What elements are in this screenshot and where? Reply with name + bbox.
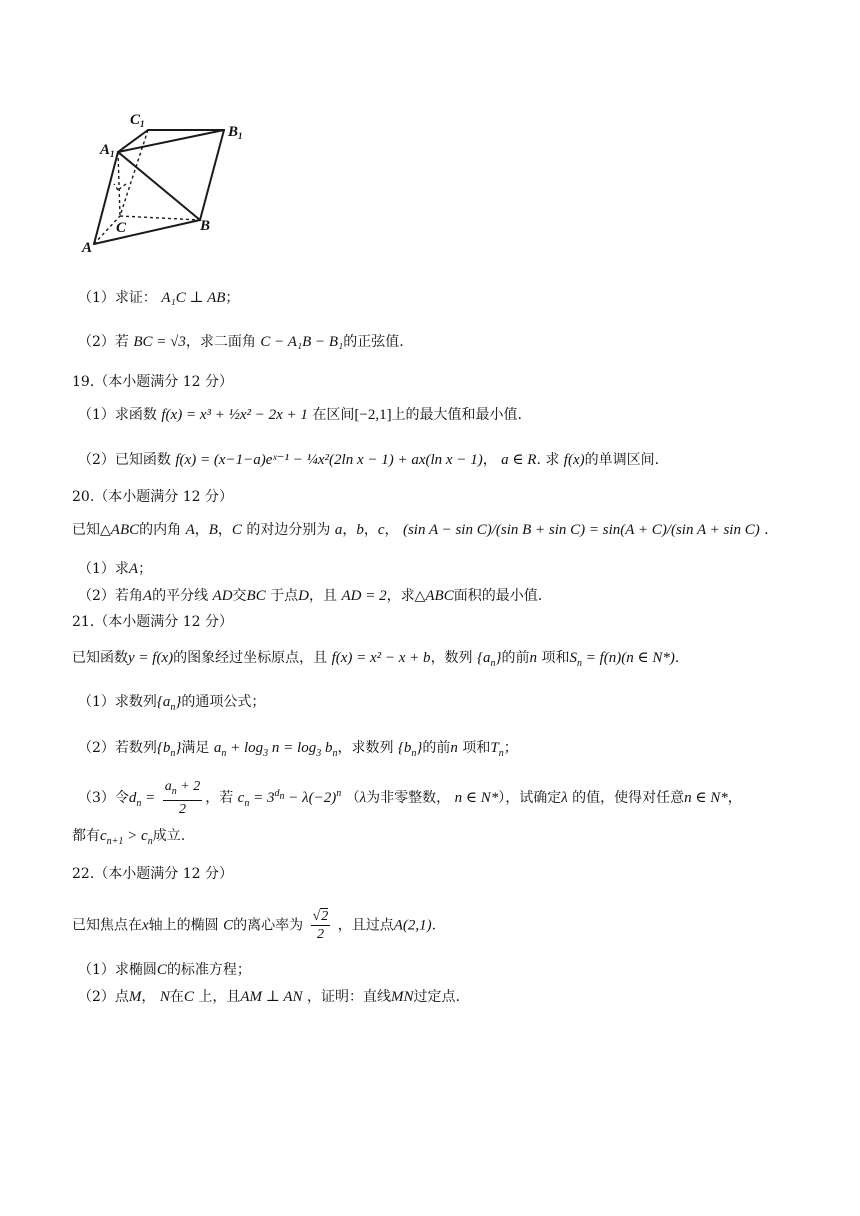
q21-part1: （1）求数列$\{a_n\}$的通项公式；: [78, 694, 266, 713]
q22-heading: 22.（本小题满分 12 分）: [72, 866, 233, 882]
q20-heading: 20.（本小题满分 12 分）: [72, 489, 233, 505]
q19-heading: 19.（本小题满分 12 分）: [72, 374, 233, 390]
q20-part2: （2）若角A的平分线 AD交BC 于点D，且 AD = 2，求△ABC面积的最小值.: [78, 588, 543, 604]
q19-part2: （2）已知函数 f(x) = (x−1−a)eˣ⁻¹ − ¼x²(2ln x − 1) + ax(ln x − 1)， a ∈ R. 求 f(x)的单调区间.: [78, 452, 660, 468]
q19-part1: （1）求函数 f(x) = x³ + ½x² − 2x + 1 在区间[−2,1]上的最大值和最小值.: [78, 407, 523, 423]
q21-part3-cont: 都有$c_{n+1} > c_n$成立.: [72, 828, 186, 847]
q20-part1: （1）求A；: [78, 561, 153, 577]
q21-part3: （3）令$d_n$ = $\frac{a_n + 2}{2}$ ，若 $c_n = 3^{d_n} - \lambda(-2)^n$ （λ为非零整数， n ∈ N*），试确定λ 的值，使得对任意n ∈ N*，: [78, 779, 742, 817]
q22-part2: （2）点M， N在C 上，且AM ⊥ AN ，证明：直线MN过定点.: [78, 989, 460, 1005]
label-a1: $A_1$: [100, 142, 115, 159]
label-b1: $B_1$: [228, 124, 243, 141]
q22-stem: 已知焦点在x轴上的椭圆 C的离心率为 $\frac{√2}{2}$ ，且过点A(2,1).: [72, 909, 437, 942]
q20-equation: (sin A − sin C)/(sin B + sin C) = sin(A + C)/(sin A + sin C): [402, 522, 760, 538]
q18-part1: （1）求证： A₁C ⊥ AB；: [78, 290, 240, 306]
label-c1: $C_1$: [130, 112, 145, 129]
q22-part1: （1）求椭圆C的标准方程；: [78, 962, 251, 978]
prism-figure: [78, 104, 268, 256]
label-a: A: [82, 240, 93, 256]
q20-stem: 已知△ABC的内角 A，B，C 的对边分别为 a，b，c， (sin A − sin C)/(sin B + sin C) = sin(A + C)/(sin A + sin C) .: [72, 522, 769, 538]
label-c: C: [116, 220, 127, 236]
q21-heading: 21.（本小题满分 12 分）: [72, 614, 233, 630]
q18-part2: （2）若 BC = √3，求二面角 C − A₁B − B₁的正弦值.: [78, 334, 404, 350]
q21-stem: 已知函数y = f(x)的图象经过坐标原点，且 f(x) = x² − x + b，数列 $\{a_n\}$的前n 项和$S_n = f(n)(n$ ∈ N*).: [72, 650, 680, 669]
label-b: B: [200, 218, 211, 234]
q21-part2: （2）若数列$\{b_n\}$满足 $a_n + \log_3 n = \log_3 b_n$，求数列 $\{b_n\}$的前n 项和$T_n$；: [78, 740, 518, 759]
